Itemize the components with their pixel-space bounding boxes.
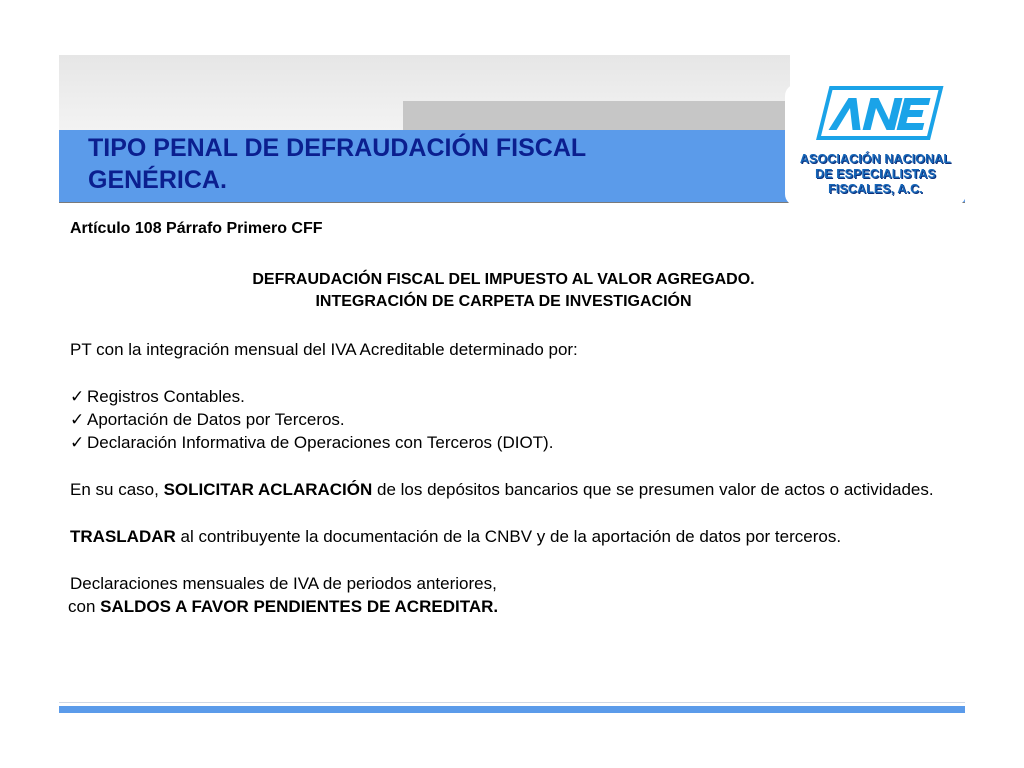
paragraph-aclaracion: [70, 478, 937, 501]
paragraph-text: de los depósitos bancarios que se presumen valor de actos o actividades.: [372, 480, 934, 499]
logo-line: ASOCIACIÓN NACIONAL: [799, 152, 952, 166]
paragraph-trasladar: [70, 525, 937, 548]
logo-line: FISCALES, A.C.: [828, 182, 923, 196]
list-item: [70, 431, 937, 454]
slide-body: [70, 218, 937, 618]
heading-line: DEFRAUDACIÓN FISCAL DEL IMPUESTO AL VALOR AGREGADO.: [252, 271, 755, 288]
list-item: [70, 385, 937, 408]
list-item-text: Aportación de Datos por Terceros.: [87, 410, 345, 429]
article-reference: Artículo 108 Párrafo Primero CFF: [70, 220, 323, 237]
organization-logo: [785, 84, 966, 206]
logo-line: DE ESPECIALISTAS: [815, 167, 936, 181]
emphasis-text: SOLICITAR ACLARACIÓN: [163, 480, 373, 499]
header-gray-accent: [403, 101, 790, 130]
checkmark-icon: ✓: [70, 387, 85, 406]
logo-text: [785, 152, 966, 197]
paragraph-line: [68, 595, 937, 618]
checkmark-icon: ✓: [70, 433, 85, 452]
heading-line: INTEGRACIÓN DE CARPETA DE INVESTIGACIÓN: [315, 293, 692, 310]
emphasis-text: TRASLADAR: [70, 527, 176, 546]
intro-text: PT con la integración mensual del IVA Acreditable determinado por:: [70, 340, 578, 359]
paragraph-text: En su caso,: [70, 480, 164, 499]
paragraph-line: Declaraciones mensuales de IVA de periodos anteriores,: [70, 574, 497, 593]
footer-blue-bar: [59, 706, 965, 713]
paragraph-text: al contribuyente la documentación de la CNBV y de la aportación de datos por terceros.: [175, 527, 842, 546]
checklist: [70, 385, 937, 454]
section-heading: [70, 269, 937, 313]
checkmark-icon: ✓: [70, 410, 85, 429]
ane-logo-mark-icon: [785, 84, 966, 154]
footer-divider: [59, 702, 965, 703]
slide-title: TIPO PENAL DE DEFRAUDACIÓN FISCAL GENÉRICA.: [88, 134, 586, 194]
paragraph-text: con: [68, 597, 101, 616]
list-item-text: Registros Contables.: [87, 387, 245, 406]
paragraph-declaraciones: [70, 572, 937, 618]
list-item: [70, 408, 937, 431]
emphasis-text: SALDOS A FAVOR PENDIENTES DE ACREDITAR.: [100, 597, 499, 616]
list-item-text: Declaración Informativa de Operaciones con Terceros (DIOT).: [87, 433, 554, 452]
